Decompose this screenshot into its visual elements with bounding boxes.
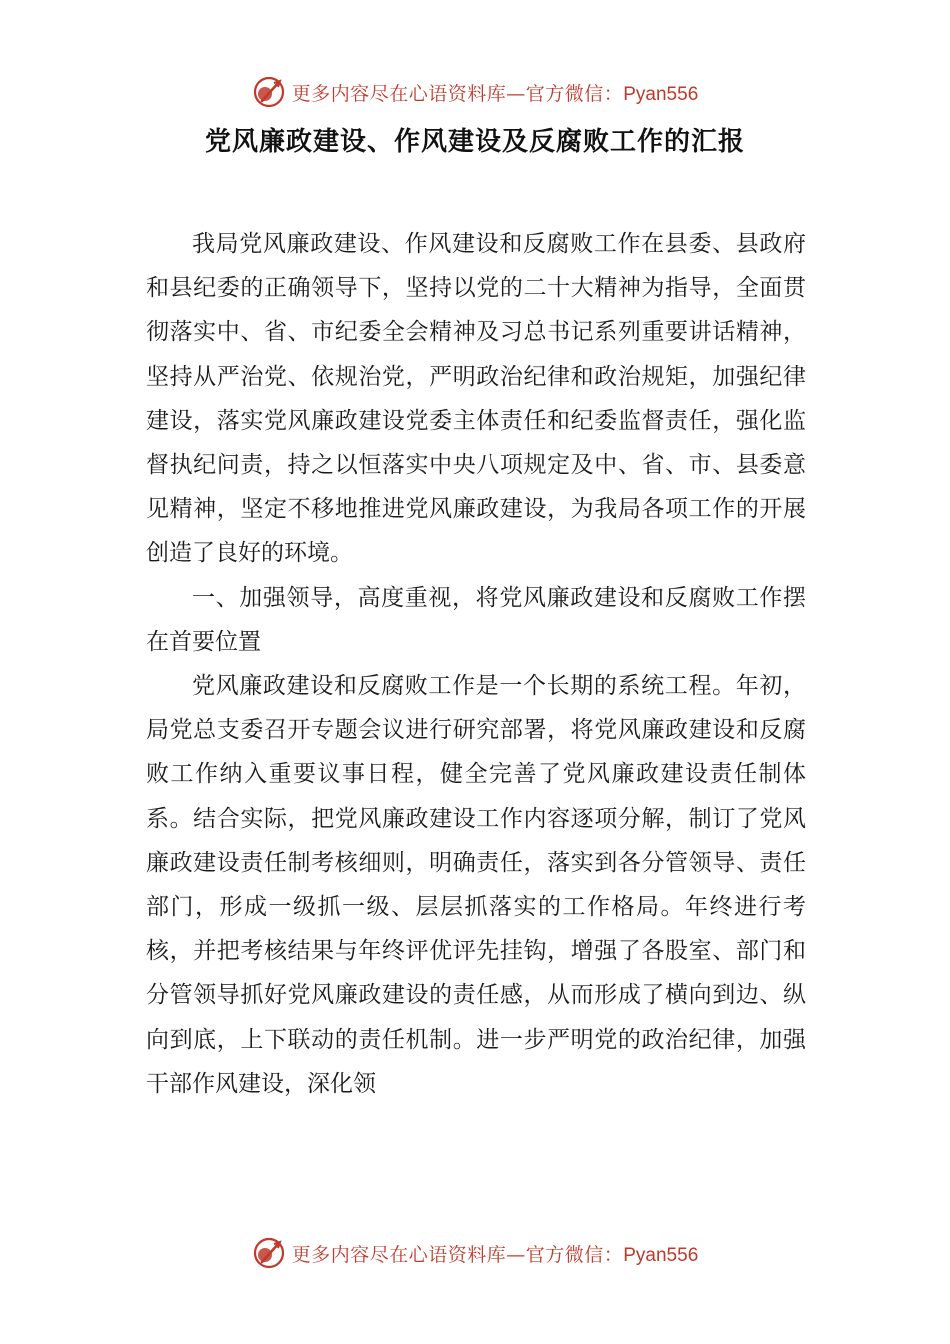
paragraph-intro: 我局党风廉政建设、作风建设和反腐败工作在县委、县政府和县纪委的正确领导下，坚持以党的二十大精神为指导，全面贯彻落实中、省、市纪委全会精神及习总书记系列重要讲话精神，坚持从严治党、依规治党，严明政治纪律和政治规矩，加强纪律建设，落实党风廉政建设党委主体责任和纪委监督责任，强化监督执纪问责，持之以恒落实中央八项规定及中、省、市、县委意见精神，坚定不移地推进党风廉政建设，为我局各项工作的开展创造了良好的环境。 (146, 231, 806, 567)
watermark-wechat-id: Pyan556 (623, 1244, 699, 1266)
watermark-prefix: 更多内容尽在心语资料库—官方微信： (291, 82, 624, 105)
document-body (146, 222, 806, 1106)
watermark-prefix: 更多内容尽在心语资料库—官方微信： (291, 1243, 624, 1266)
watermark-text (292, 1240, 699, 1267)
section-heading-1: 一、加强领导，高度重视，将党风廉政建设和反腐败工作摆在首要位置 (146, 584, 806, 655)
paragraph-section-1: 党风廉政建设和反腐败工作是一个长期的系统工程。年初，局党总支委召开专题会议进行研究部署，将党风廉政建设和反腐败工作纳入重要议事日程，健全完善了党风廉政建设责任制体系。结合实际，把党风廉政建设工作内容逐项分解，制订了党风廉政建设责任制考核细则，明确责任，落实到各分管领导、责任部门，形成一级抓一级、层层抓落实的工作格局。年终进行考核，并把考核结果与年终评优评先挂钩，增强了各股室、部门和分管领导抓好党风廉政建设的责任感，从而形成了横向到边、纵向到底，上下联动的责任机制。进一步严明党的政治纪律，加强干部作风建设，深化领 (146, 673, 806, 1097)
watermark-wechat-id: Pyan556 (623, 83, 699, 105)
footer-watermark (0, 1233, 950, 1273)
brand-logo-icon (252, 75, 286, 109)
document-title: 党风廉政建设、作风建设及反腐败工作的汇报 (204, 127, 745, 157)
brand-logo-icon (252, 1236, 286, 1270)
watermark-text (292, 79, 699, 106)
header-watermark (0, 72, 950, 112)
